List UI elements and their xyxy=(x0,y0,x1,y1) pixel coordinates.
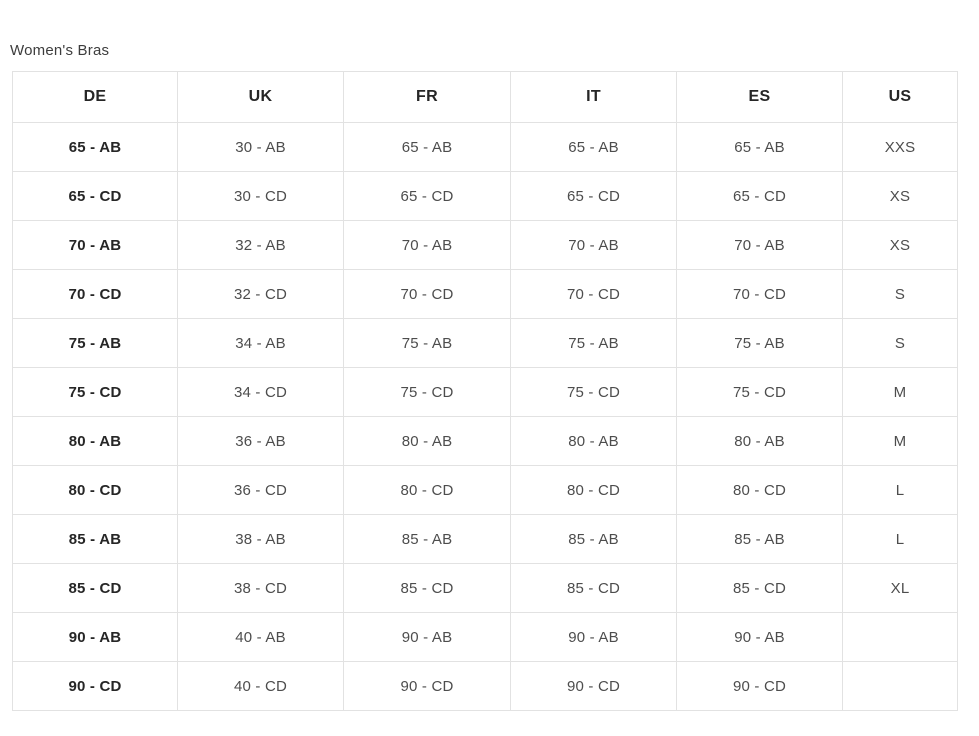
cell-de: 75 - AB xyxy=(13,319,178,368)
cell-it: 75 - AB xyxy=(511,319,677,368)
cell-de: 85 - CD xyxy=(13,564,178,613)
cell-us: XS xyxy=(843,172,958,221)
header-es: ES xyxy=(677,72,843,123)
cell-de: 85 - AB xyxy=(13,515,178,564)
cell-de: 70 - AB xyxy=(13,221,178,270)
cell-es: 80 - CD xyxy=(677,466,843,515)
cell-es: 75 - CD xyxy=(677,368,843,417)
header-uk: UK xyxy=(178,72,344,123)
cell-fr: 75 - AB xyxy=(344,319,511,368)
cell-de: 70 - CD xyxy=(13,270,178,319)
table-row xyxy=(13,564,958,613)
header-de: DE xyxy=(13,72,178,123)
cell-us: S xyxy=(843,270,958,319)
cell-it: 80 - CD xyxy=(511,466,677,515)
cell-es: 75 - AB xyxy=(677,319,843,368)
cell-uk: 38 - CD xyxy=(178,564,344,613)
table-row xyxy=(13,172,958,221)
table-row xyxy=(13,221,958,270)
cell-us: L xyxy=(843,466,958,515)
cell-uk: 34 - AB xyxy=(178,319,344,368)
cell-de: 90 - AB xyxy=(13,613,178,662)
cell-uk: 38 - AB xyxy=(178,515,344,564)
table-row xyxy=(13,319,958,368)
cell-fr: 70 - CD xyxy=(344,270,511,319)
cell-uk: 30 - AB xyxy=(178,123,344,172)
cell-uk: 32 - AB xyxy=(178,221,344,270)
cell-uk: 30 - CD xyxy=(178,172,344,221)
cell-it: 65 - AB xyxy=(511,123,677,172)
cell-fr: 65 - AB xyxy=(344,123,511,172)
cell-us xyxy=(843,662,958,711)
cell-es: 65 - AB xyxy=(677,123,843,172)
cell-uk: 32 - CD xyxy=(178,270,344,319)
cell-es: 90 - AB xyxy=(677,613,843,662)
cell-fr: 85 - CD xyxy=(344,564,511,613)
page-title: Women's Bras xyxy=(10,42,110,59)
table-row xyxy=(13,270,958,319)
cell-us: S xyxy=(843,319,958,368)
size-table-body xyxy=(13,123,958,711)
header-fr: FR xyxy=(344,72,511,123)
cell-de: 65 - AB xyxy=(13,123,178,172)
cell-us: XS xyxy=(843,221,958,270)
cell-us: L xyxy=(843,515,958,564)
cell-uk: 34 - CD xyxy=(178,368,344,417)
cell-es: 85 - AB xyxy=(677,515,843,564)
cell-fr: 70 - AB xyxy=(344,221,511,270)
cell-it: 90 - CD xyxy=(511,662,677,711)
cell-fr: 75 - CD xyxy=(344,368,511,417)
cell-uk: 40 - CD xyxy=(178,662,344,711)
cell-us: M xyxy=(843,368,958,417)
cell-es: 80 - AB xyxy=(677,417,843,466)
size-conversion-table xyxy=(12,71,958,711)
cell-uk: 36 - AB xyxy=(178,417,344,466)
cell-uk: 36 - CD xyxy=(178,466,344,515)
cell-it: 70 - AB xyxy=(511,221,677,270)
cell-fr: 85 - AB xyxy=(344,515,511,564)
cell-us: XXS xyxy=(843,123,958,172)
cell-es: 70 - AB xyxy=(677,221,843,270)
table-row xyxy=(13,466,958,515)
table-row xyxy=(13,368,958,417)
cell-it: 85 - AB xyxy=(511,515,677,564)
cell-es: 65 - CD xyxy=(677,172,843,221)
cell-uk: 40 - AB xyxy=(178,613,344,662)
cell-it: 75 - CD xyxy=(511,368,677,417)
table-row xyxy=(13,662,958,711)
cell-fr: 80 - AB xyxy=(344,417,511,466)
cell-de: 75 - CD xyxy=(13,368,178,417)
cell-de: 65 - CD xyxy=(13,172,178,221)
cell-it: 90 - AB xyxy=(511,613,677,662)
cell-es: 90 - CD xyxy=(677,662,843,711)
cell-us: XL xyxy=(843,564,958,613)
cell-it: 80 - AB xyxy=(511,417,677,466)
table-header-row xyxy=(13,72,958,123)
cell-es: 70 - CD xyxy=(677,270,843,319)
table-row xyxy=(13,417,958,466)
cell-it: 70 - CD xyxy=(511,270,677,319)
cell-it: 65 - CD xyxy=(511,172,677,221)
table-row xyxy=(13,123,958,172)
cell-us xyxy=(843,613,958,662)
cell-fr: 90 - AB xyxy=(344,613,511,662)
cell-es: 85 - CD xyxy=(677,564,843,613)
cell-fr: 80 - CD xyxy=(344,466,511,515)
cell-it: 85 - CD xyxy=(511,564,677,613)
header-it: IT xyxy=(511,72,677,123)
table-row xyxy=(13,613,958,662)
cell-us: M xyxy=(843,417,958,466)
header-us: US xyxy=(843,72,958,123)
cell-fr: 65 - CD xyxy=(344,172,511,221)
cell-de: 90 - CD xyxy=(13,662,178,711)
cell-de: 80 - AB xyxy=(13,417,178,466)
table-row xyxy=(13,515,958,564)
cell-fr: 90 - CD xyxy=(344,662,511,711)
cell-de: 80 - CD xyxy=(13,466,178,515)
